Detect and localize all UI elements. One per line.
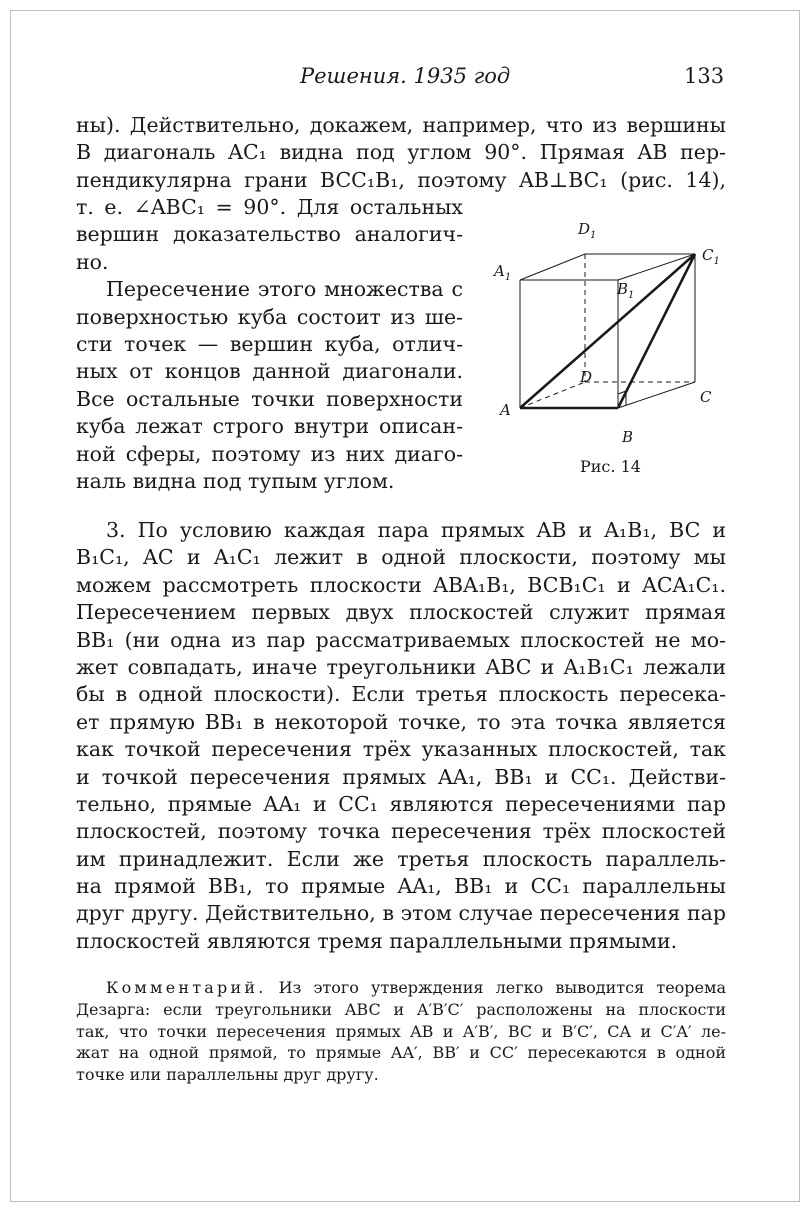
text-line: друг другу. Действительно, в этом случае пересечения пар: [76, 901, 726, 926]
label-b1: $B_1$: [617, 280, 635, 301]
comment-first-line-text: Из этого утверждения легко выводится теорема: [278, 978, 726, 997]
text-line: куба лежат строго внутри описан-: [76, 414, 463, 439]
hidden-edge-ad: [520, 382, 585, 408]
segment-bc1: [618, 254, 695, 408]
text-line: ны). Действительно, докажем, например, что из вершины: [76, 113, 726, 137]
section-3-paragraph: [76, 517, 726, 955]
text-line: и точкой пересечения прямых AA₁, BB₁ и CC₁. Действи-: [76, 764, 726, 789]
text-line: поверхностью куба состоит из ше-: [76, 304, 463, 329]
text-line: 3. По условию каждая пара прямых AB и A₁B₁, BC и: [106, 518, 726, 542]
label-a: A: [500, 401, 511, 419]
label-c1: $C_1$: [702, 246, 720, 267]
text-line: BB₁ (ни одна из пар рассматриваемых плоскостей не мо-: [76, 627, 726, 652]
text-line: Пересечением первых двух плоскостей служит прямая: [76, 600, 726, 625]
comment-line: точке или параллельны друг другу.: [76, 1065, 379, 1085]
label-d: D: [580, 368, 593, 386]
text-line: но.: [76, 249, 109, 274]
text-line: Все остальные точки поверхности: [76, 386, 463, 411]
edge-a1d1: [520, 254, 585, 280]
text-line: бы в одной плоскости). Если третья плоскость пересека-: [76, 682, 726, 707]
text-line: т. е. ∠ABC₁ = 90°. Для остальных: [76, 195, 463, 219]
intro-paragraph: [76, 112, 726, 194]
label-c: C: [700, 388, 712, 406]
comment-line: Дезарга: если треугольники ABC и A′B′C′ расположены на плоскости: [76, 999, 726, 1019]
text-line: на прямой BB₁, то прямые AA₁, BB₁ и CC₁ параллельны: [76, 874, 726, 899]
page-number: 133: [684, 64, 725, 88]
diagonal-ac1: [520, 254, 695, 408]
text-line: наль видна под тупым углом.: [76, 468, 395, 493]
text-line: B₁C₁, AC и A₁C₁ лежит в одной плоскости, поэтому мы: [76, 545, 726, 570]
text-line: плоскостей, поэтому точка пересечения трёх плоскостей: [76, 819, 726, 844]
cube-figure: [490, 214, 730, 484]
left-column-text: [76, 194, 463, 495]
label-d1: $D_1$: [578, 220, 597, 241]
text-line: можем рассмотреть плоскости ABA₁B₁, BCB₁C₁ и ACA₁C₁.: [76, 572, 726, 597]
comment-first-line: [76, 977, 726, 999]
text-line: вершин доказательство аналогич-: [76, 222, 463, 247]
comment-label: Комментарий.: [106, 978, 267, 997]
text-line: плоскостей являются тремя параллельными прямыми.: [76, 928, 678, 953]
text-line: жет совпадать, иначе треугольники ABC и A₁B₁C₁ лежали: [76, 654, 726, 679]
text-line: ных от концов данной диагонали.: [76, 359, 463, 384]
text-line: ной сферы, поэтому из них диаго-: [76, 441, 463, 466]
comment-block: [76, 977, 726, 1086]
text-line: им принадлежит. Если же третья плоскость параллель-: [76, 846, 726, 871]
text-line: сти точек — вершин куба, отлич-: [76, 331, 463, 356]
running-header-title: Решения. 1935 год: [300, 64, 511, 88]
figure-caption: Рис. 14: [580, 457, 641, 476]
text-line: пендикулярна грани BCC₁B₁, поэтому AB⊥BC₁ (рис. 14),: [76, 167, 726, 192]
text-line: ет прямую BB₁ в некоторой точке, то эта точка является: [76, 709, 726, 734]
label-a1: $A_1$: [494, 262, 512, 283]
text-line: как точкой пересечения трёх указанных плоскостей, так: [76, 737, 726, 762]
text-line: тельно, прямые AA₁ и CC₁ являются пересечениями пар: [76, 791, 726, 816]
label-b: B: [622, 428, 634, 446]
comment-line: так, что точки пересечения прямых AB и A′B′, BC и B′C′, CA и C′A′ ле-: [76, 1021, 726, 1041]
text-line: Пересечение этого множества с: [106, 277, 463, 302]
text-line: B диагональ AC₁ видна под углом 90°. Прямая AB пер-: [76, 140, 726, 165]
comment-line: жат на одной прямой, то прямые AA′, BB′ и CC′ пересекаются в одной: [76, 1043, 726, 1063]
